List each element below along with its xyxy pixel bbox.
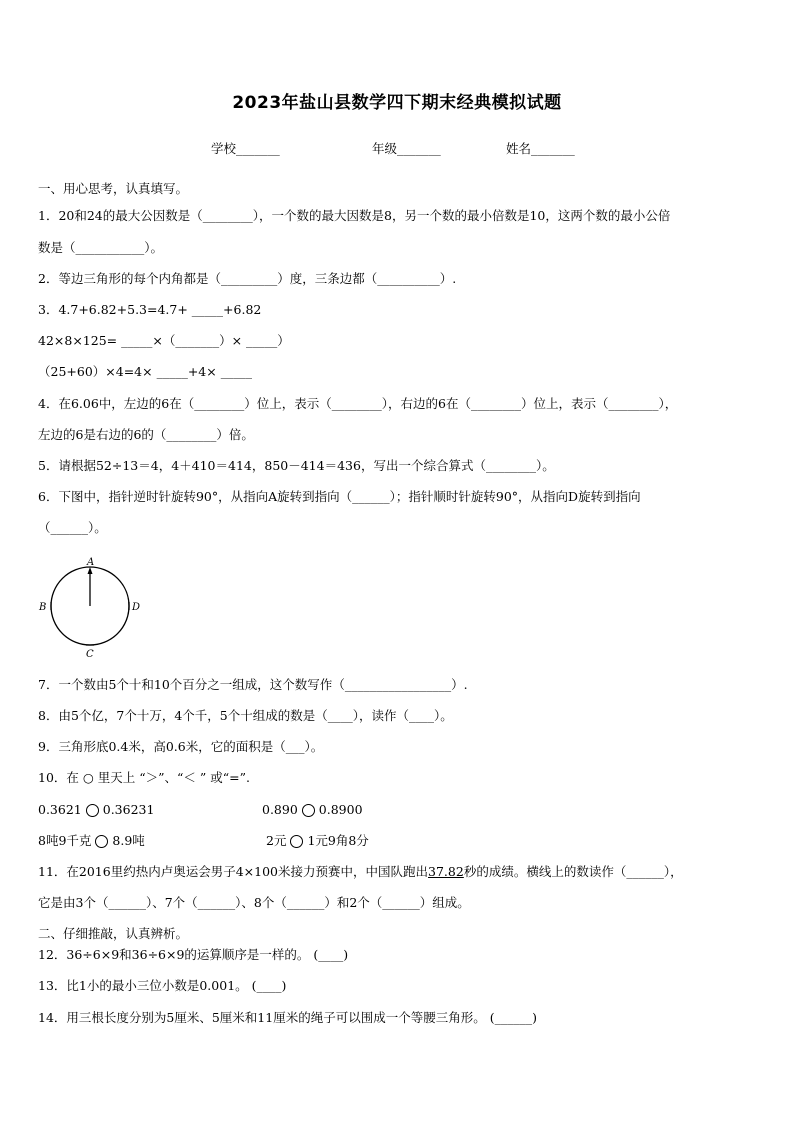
question-7: 7．一个数由5个十和10个百分之一组成，这个数写作（_________________）. [38,677,468,692]
compare-d-right: 1元9角8分 [307,833,369,848]
question-1-line-2: 数是（___________）。 [38,240,164,255]
name-field: 姓名_______ [506,141,575,156]
question-2: 2．等边三角形的每个内角都是（_________）度，三条边都（__________）. [38,271,457,286]
clock-hand-arrow [88,567,93,574]
compare-d-left: 2元 [266,833,287,848]
compare-circle [95,835,108,848]
question-3-line-2: 42×8×125= _____×（_______）× _____） [38,333,290,348]
compare-circle [86,804,99,817]
section-1-heading: 一、用心思考，认真填写。 [38,181,189,196]
grade-field: 年级_______ [372,141,441,156]
clock-diagram [36,556,146,662]
school-field: 学校_______ [211,141,280,156]
question-8: 8．由5个亿，7个十万，4个千，5个十组成的数是（____），读作（____）。 [38,708,453,723]
q11-text-before: 11．在2016里约热内卢奥运会男子4×100米接力预赛中，中国队跑出 [38,864,429,879]
question-4-line-1: 4．在6.06中，左边的6在（________）位上，表示（________），右边的6在（________）位上，表示（________）， [38,396,678,411]
question-5: 5．请根据52÷13＝4，4＋410＝414，850－414＝436，写出一个综合算式（________）。 [38,458,555,473]
compare-b-left: 0.890 [262,802,298,817]
compare-item-c [38,833,145,849]
page-title: 2023年盐山县数学四下期末经典模拟试题 [232,93,562,113]
question-6-line-2: （______）。 [38,520,107,535]
question-4-line-2: 左边的6是右边的6的（________）倍。 [38,427,254,442]
question-12: 12．36÷6×9和36÷6×9的运算顺序是一样的。 (____) [38,947,349,962]
compare-a-right: 0.36231 [102,802,155,817]
question-11-line-1 [38,864,683,880]
question-3-line-3: （25+60）×4=4× _____+4× _____ [38,364,252,379]
compare-circle [302,804,315,817]
question-9: 9．三角形底0.4米，高0.6米，它的面积是（___）。 [38,739,324,754]
compare-c-left: 8吨9千克 [38,833,92,848]
question-13: 13．比1小的最小三位小数是0.001。 (____) [38,978,287,993]
label-a: A [87,557,95,568]
compare-item-d [266,833,369,849]
question-6-line-1: 6．下图中，指针逆时针旋转90°，从指向A旋转到指向（______）；指针顺时针旋转90°，从指向D旋转到指向 [38,489,641,504]
question-1-line-1: 1．20和24的最大公因数是（________），一个数的最大因数是8，另一个数的最小倍数是10，这两个数的最小公倍 [38,208,671,223]
section-2-heading: 二、仔细推敲，认真辨析。 [38,926,189,941]
compare-item-b [262,802,363,818]
question-3-line-1: 3．4.7+6.82+5.3=4.7+ _____+6.82 [38,302,262,317]
label-b: B [39,602,47,613]
q11-underlined-number: 37.82 [428,864,464,879]
question-14: 14．用三根长度分别为5厘米、5厘米和11厘米的绳子可以围成一个等腰三角形。 (______) [38,1010,537,1025]
compare-c-right: 8.9吨 [112,833,145,848]
label-d: D [132,602,141,613]
compare-a-left: 0.3621 [38,802,82,817]
label-c: C [86,649,94,660]
compare-circle [290,835,303,848]
compare-b-right: 0.8900 [318,802,363,817]
compare-item-a [38,802,154,818]
q11-text-after: 秒的成绩。横线上的数读作（______）， [463,864,683,879]
question-11-line-2: 它是由3个（______）、7个（______）、8个（______）和2个（______）组成。 [38,895,470,910]
question-10: 10．在 ○ 里天上 “＞”、“＜ ” 或“=”. [38,770,250,785]
